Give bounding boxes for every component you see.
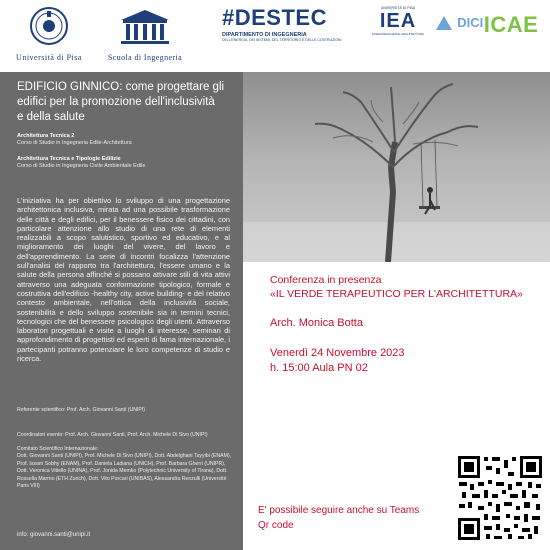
qr-code-icon	[456, 454, 544, 542]
header-logos	[0, 0, 550, 72]
teams-qr-code[interactable]	[456, 454, 544, 542]
scientific-referent: Referente scientifico: Prof. Arch. Giovanni Santi (UNIPI)	[17, 407, 146, 413]
destec-dept: DIPARTIMENTO DI INGEGNERIA	[222, 32, 307, 38]
tree-swing-photo	[243, 72, 550, 262]
course-2	[17, 156, 237, 169]
tree-swing-illustration	[243, 72, 550, 262]
title-line-1: EDIFICIO GINNICO: come progettare gli	[17, 81, 225, 93]
iea-top: UNIVERSITÀ DI PISA	[380, 6, 416, 10]
unipi-caption: Università di Pisa	[16, 53, 82, 62]
iea-logo	[368, 6, 428, 36]
building-icon	[117, 6, 173, 46]
description-text: L'iniziativa ha per obiettivo lo sviluppo di una progettazione architettonica inclusiva, mirata ad una possibile trasformazione delle città e degli edifici, per il benessere fisico dei cittadini, con particolare attenzione allo studio di una rete di elementi realizzabili a scopo salutistico, sportivo ed educativo, e al miglioramento dei luoghi del vivere, del lavoro e dell'apprendimento. La serie di incontri focalizza l'attenzione sull'analisi del rapporto tra l'architettura, l'essere umano e la salute della persona affinché si possano attivare stili di vita attivi attraverso una adeguata conformazione tipologico, formale e costruttiva dell'edificio -healthy city, active building- e del relativo contesto ambientale, nell'ottica della inclusività sociale, sostenibilità e dello sviluppo sostenibile sia in termini tecnici, tecnologici che del benessere psicologico degli utenti. Attraverso laboratori progettuali e visite a luoghi di interesse, seminari di approfondimento di progettisti ed esperti di fama internazionale, i partecipanti potranno potenziare le loro competenze di studio e ricerca.	[17, 196, 230, 364]
scientific-committee	[17, 446, 232, 490]
committee-members: Dott. Giovanni Santi (UNIPI), Prof. Michele Di Sivo (UNIPI), Dott. Abdelghani Tayyibi (ENAM), Prof. Issam Sobhy (ENAM), Prof. Daniela Ladiana (UNICH), Prof. Barbara Gherri (UNIPR), Dott. Veronica Vitiello (UNINA), Prof. Jonida Memko (Polytechnic University of Tirana), Dott. Rossella Marmo (ETH Zurich), Dott. Vito Porcari (UNIBAS), Alessandra Renzulli (Université Paris VIII)	[17, 453, 232, 490]
speaker-name: Arch. Monica Botta	[270, 317, 363, 329]
scuola-logo	[100, 6, 190, 62]
course-1	[17, 133, 237, 146]
title-line-2: edifici per la promozione dell'inclusività	[17, 96, 215, 108]
event-coordinators: Coordinatori evento: Prof. Arch. Giovanni Santi, Prof. Arch. Michele Di Sivo (UNIPI)	[17, 432, 208, 438]
dici-name: DICI	[457, 15, 484, 30]
teams-note: E' possibile seguire anche su Teams	[258, 505, 420, 516]
destec-name: #DESTEC	[222, 5, 327, 30]
icae-name: ICAE	[483, 12, 539, 37]
title-line-3: e della salute	[17, 111, 85, 123]
dici-triangle-icon	[435, 15, 453, 31]
destec-logo	[222, 6, 362, 42]
qr-code-label: Qr code	[258, 520, 294, 531]
info-email: info: giovanni.santi@unipi.it	[17, 532, 91, 538]
course-1-title: Architettura Tecnica 2	[17, 133, 75, 139]
iea-name: IEA	[379, 10, 417, 32]
left-info-panel	[0, 72, 243, 550]
event-time-place: h. 15:00 Aula PN 02	[270, 362, 368, 374]
icae-logo	[476, 12, 546, 38]
conference-type: Conferenza in presenza	[270, 274, 382, 286]
conference-title: «IL VERDE TERAPEUTICO PER L'ARCHITETTURA»	[270, 288, 523, 300]
destec-sub: DELL'ENERGIA, DEI SISTEMI, DEL TERRITORIO E DELLE COSTRUZIONI	[222, 38, 342, 42]
scuola-caption: Scuola di Ingegneria	[107, 53, 183, 62]
event-title	[17, 80, 239, 125]
unipi-seal-icon	[29, 6, 69, 46]
course-2-title: Architettura Tecnica e Tipologie Edilizie	[17, 156, 121, 162]
iea-sub: INGEGNERIA EDILE-ARCHITETTURA	[371, 32, 425, 36]
course-2-subtitle: Corso di Studio in Ingegneria Civile Ambientale Edile	[17, 163, 146, 169]
course-1-subtitle: Corso di Studio in Ingegneria Edile-Architettura	[17, 140, 132, 146]
committee-title: Comitato Scientifico Internazionale:	[17, 446, 99, 452]
event-date: Venerdì 24 Novembre 2023	[270, 347, 405, 359]
unipi-logo	[4, 6, 94, 62]
